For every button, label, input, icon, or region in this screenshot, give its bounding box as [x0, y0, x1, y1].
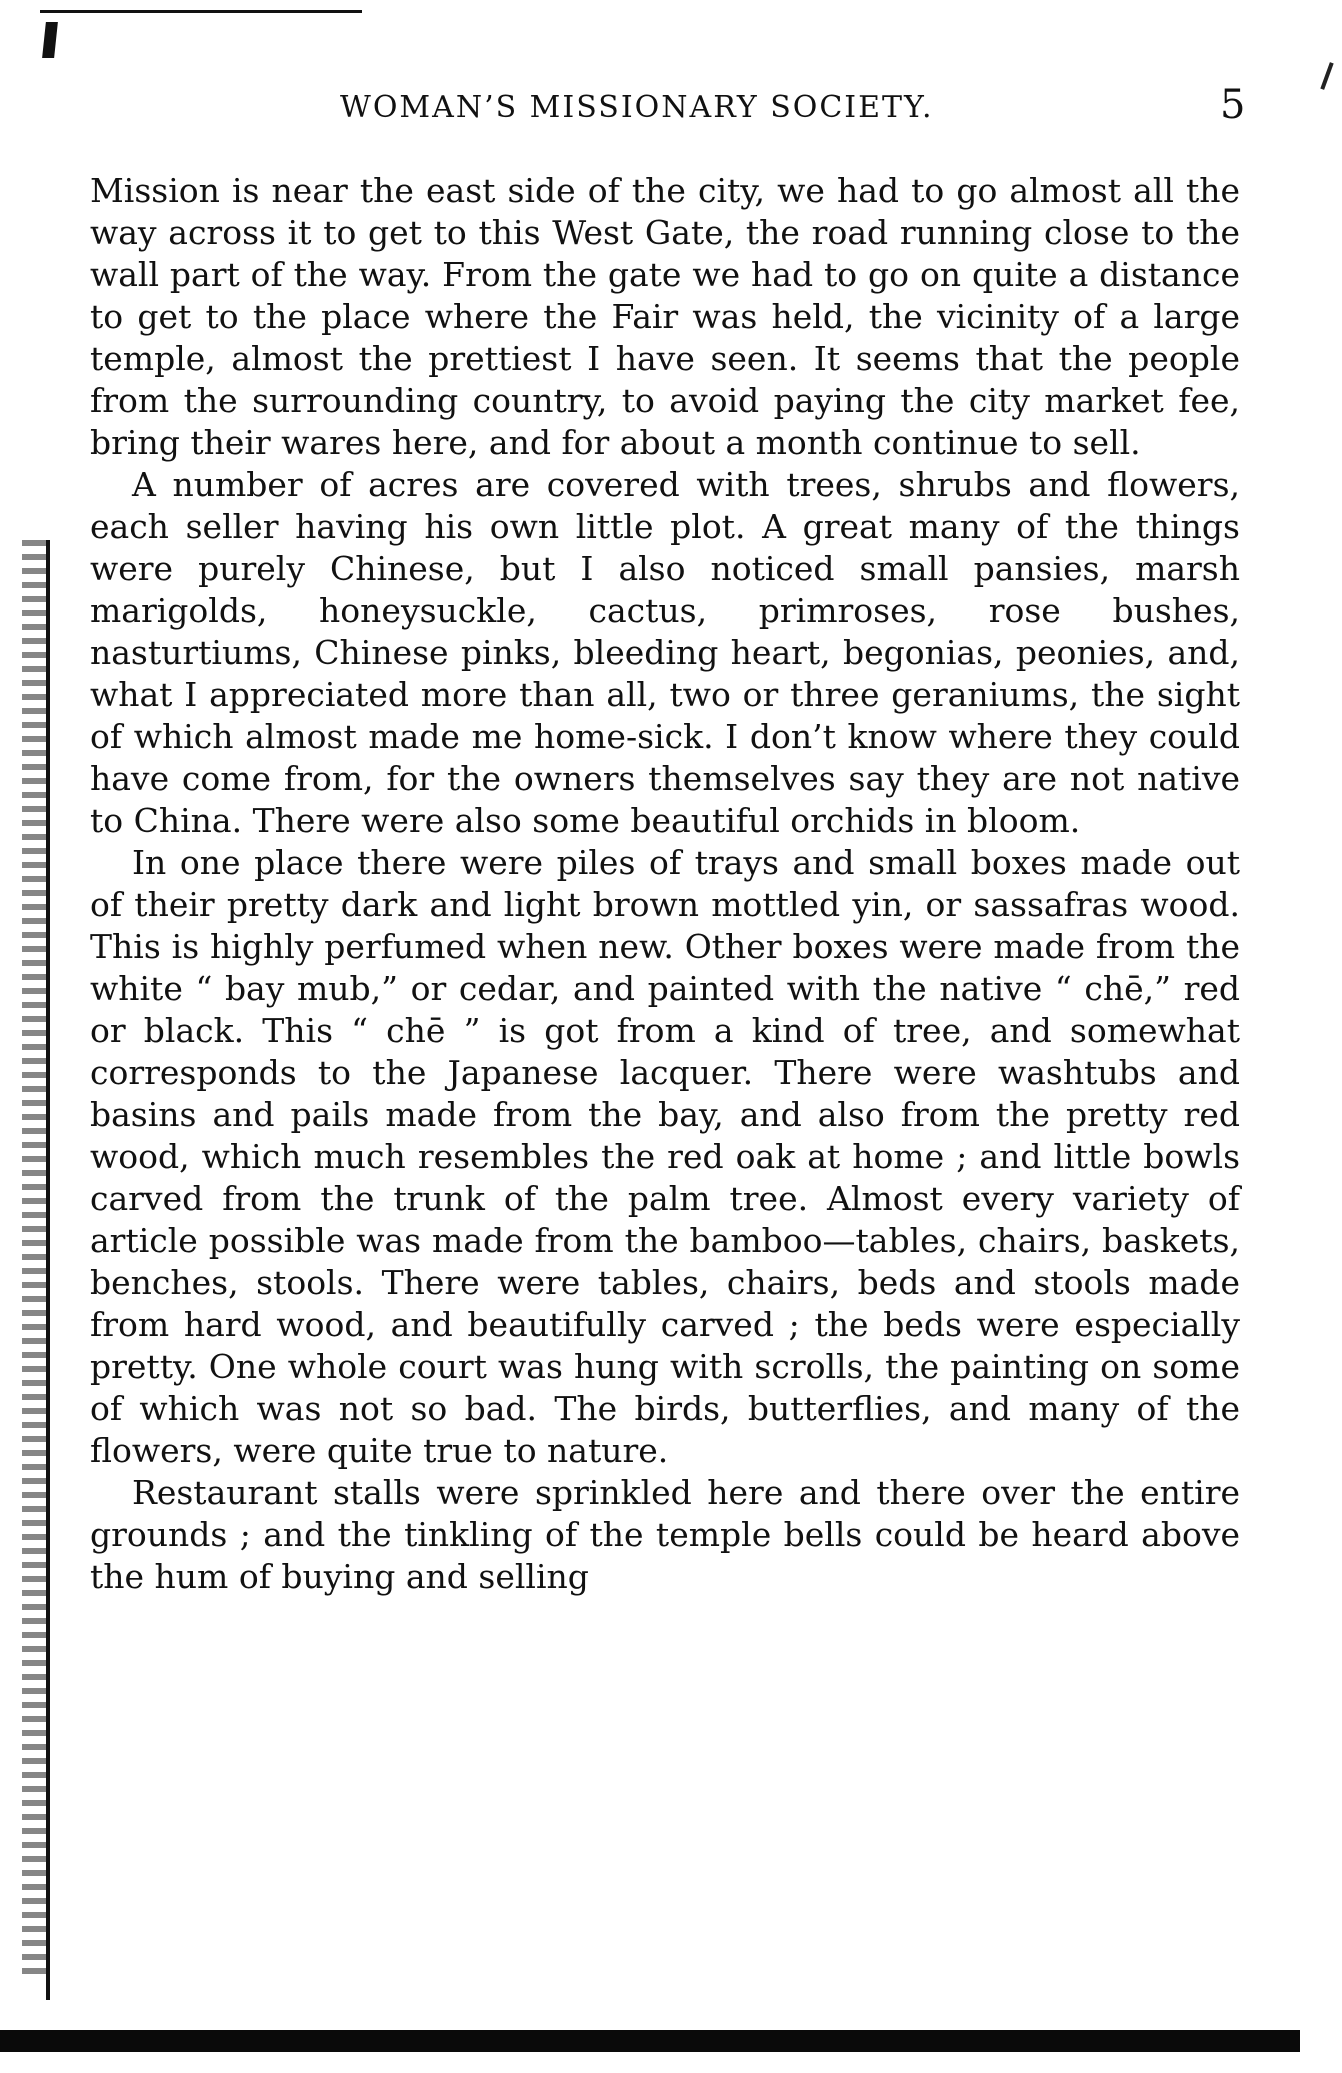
paragraph: In one place there were piles of trays and small boxes made out of their pretty dark and light brown mottled yin, or sassafras wood. This is highly perfumed when new. Other boxes were made from the white “ bay mub,” or cedar, and painted with the native “ chē,” red or black. This “ chē ” is got from a kind of tree, and somewhat corresponds to the Japanese lacquer. There were washtubs and basins and pails made from the bay, and also from the pretty red wood, which much resembles the red oak at home ; and little bowls carved from the trunk of the palm tree. Almost every variety of article possible was made from the bamboo—tables, chairs, baskets, benches, stools. There were tables, chairs, beds and stools made from hard wood, and beautifully carved ; the beds were especially pretty. One whole court was hung with scrolls, the painting on some of which was not so bad. The birds, butterflies, and many of the flowers, were quite true to nature.: [90, 843, 1240, 1470]
paragraph: Restaurant stalls were sprinkled here and there over the entire grounds ; and the tinkling of the temple bells could be heard above the hum of buying and selling: [90, 1473, 1240, 1596]
top-rule: [40, 10, 362, 13]
page-header: [340, 82, 1246, 132]
paragraph: A number of acres are covered with trees, shrubs and flowers, each seller having his own little plot. A great many of the things were purely Chinese, but I also noticed small pansies, marsh marigolds, honeysuckle, cactus, primroses, rose bushes, nasturtiums, Chinese pinks, bleeding heart, begonias, peonies, and, what I appreciated more than all, two or three geraniums, the sight of which almost made me home-sick. I don’t know where they could have come from, for the owners themselves say they are not native to China. There were also some beautiful orchids in bloom.: [90, 465, 1240, 840]
margin-ink-mark: [1320, 62, 1333, 90]
paragraph: Mission is near the east side of the city, we had to go almost all the way across it to get to this West Gate, the road running close to the wall part of the way. From the gate we had to go on quite a distance to get to the place where the Fair was held, the vicinity of a large temple, almost the prettiest I have seen. It seems that the people from the surrounding country, to avoid paying the city market fee, bring their wares here, and for about a month continue to sell.: [90, 171, 1240, 462]
bottom-rule: [0, 2030, 1300, 2052]
binding-edge: [46, 540, 50, 2000]
page-number: 5: [1220, 82, 1246, 128]
running-title: WOMAN’S MISSIONARY SOCIETY.: [340, 90, 934, 125]
corner-ink-mark: [42, 22, 58, 58]
body-text: [90, 170, 1240, 1598]
